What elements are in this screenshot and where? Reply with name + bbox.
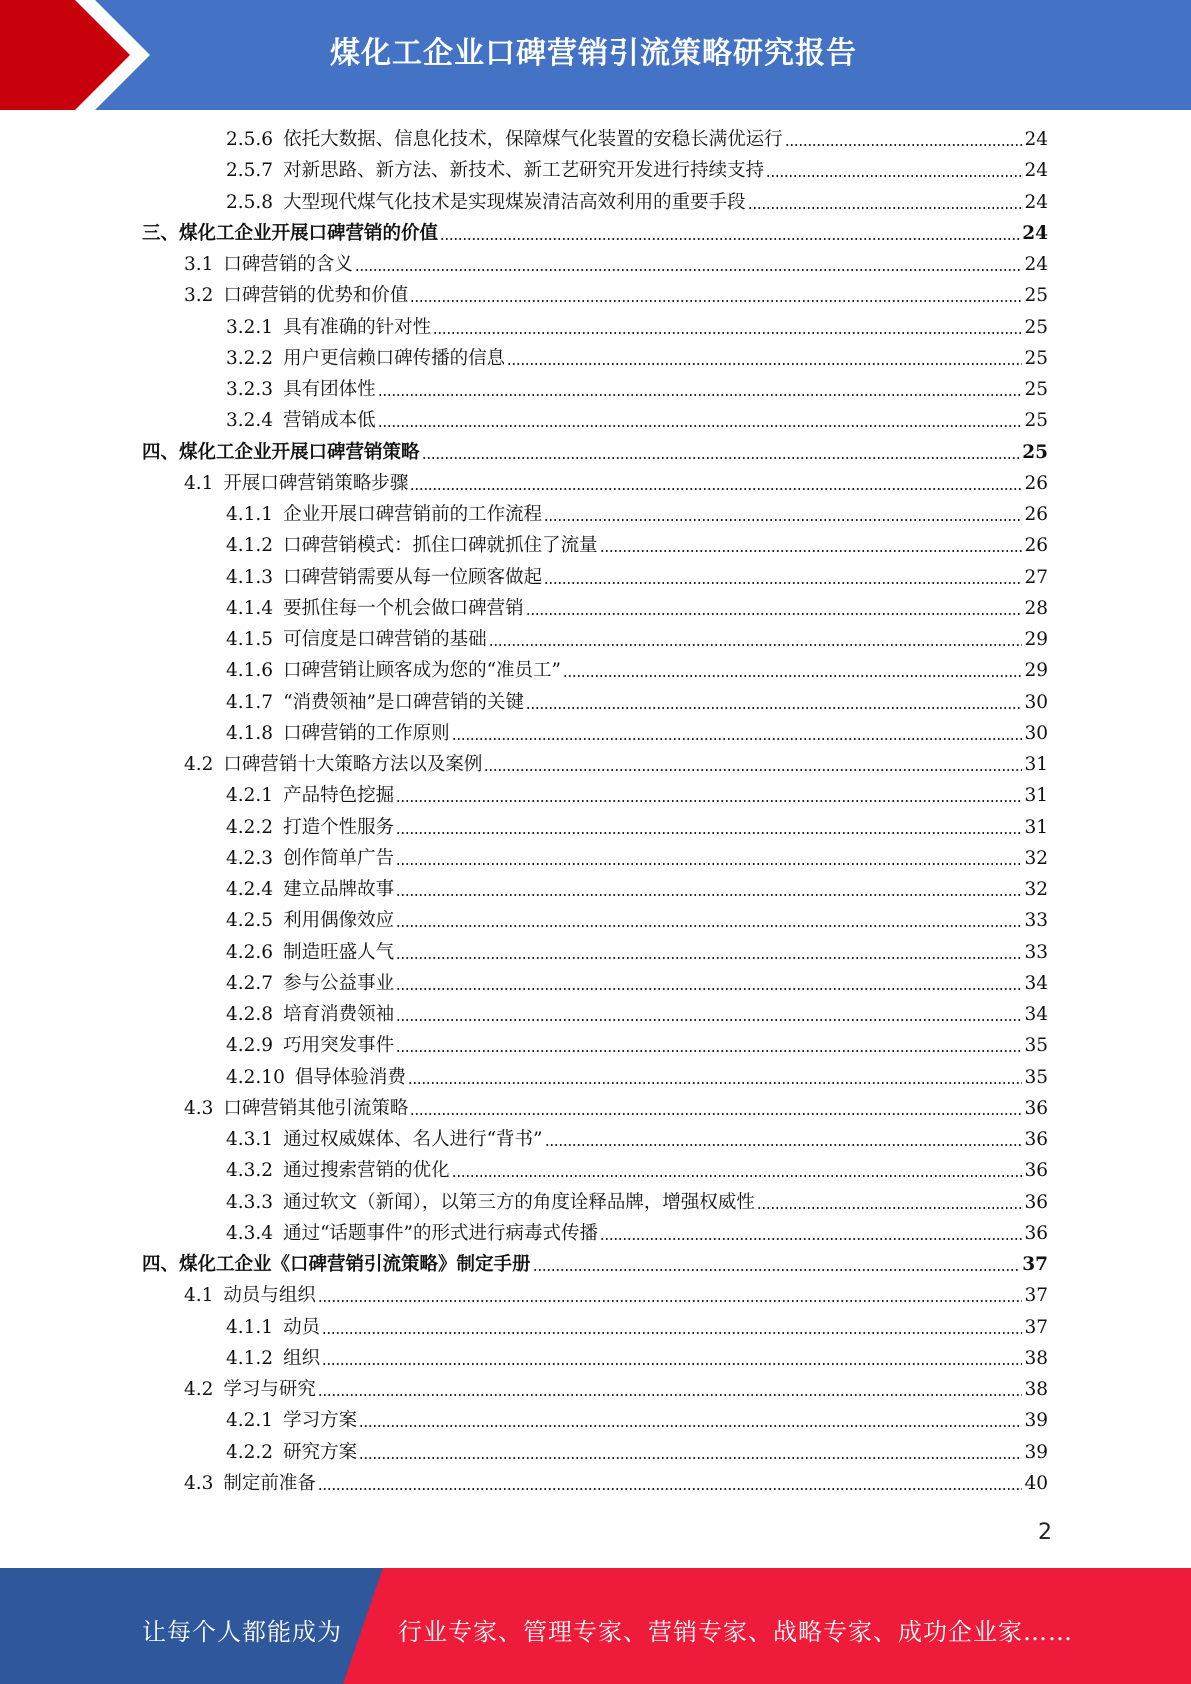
toc-entry[interactable] — [226, 346, 1048, 372]
toc-entry-page: 25 — [1022, 441, 1048, 463]
toc-dot-leader — [318, 1488, 1023, 1490]
toc-entry-title: 口碑营销的含义 — [223, 254, 353, 275]
toc-entry[interactable] — [184, 283, 1048, 309]
toc-entry-title: 产品特色挖掘 — [283, 785, 395, 807]
report-title: 煤化工企业口碑营销引流策略研究报告 — [330, 36, 857, 71]
toc-entry-title: 口碑营销其他引流策略 — [223, 1097, 409, 1119]
toc-dot-leader — [396, 957, 1022, 959]
toc-entry-page: 24 — [1024, 160, 1048, 182]
toc-entry[interactable] — [184, 752, 1048, 778]
toc-entry-page: 24 — [1024, 191, 1048, 213]
toc-entry[interactable] — [226, 315, 1048, 341]
toc-entry-page: 33 — [1024, 910, 1048, 932]
toc-dot-leader — [484, 769, 1022, 771]
toc-entry-page: 25 — [1024, 347, 1048, 369]
toc-entry-title: 口碑营销让顾客成为您的“准员工” — [283, 660, 561, 682]
toc-entry-number: 2.5.8 — [226, 191, 274, 213]
toc-dot-leader — [533, 1269, 1021, 1271]
toc-entry-title: 要抓住每一个机会做口碑营销 — [283, 597, 524, 619]
toc-entry[interactable] — [226, 1158, 1048, 1184]
toc-dot-leader — [396, 832, 1022, 834]
toc-entry-page: 34 — [1024, 1004, 1048, 1025]
toc-entry[interactable] — [226, 721, 1048, 747]
toc-entry-title: 具有准确的针对性 — [283, 316, 432, 338]
toc-dot-leader — [322, 1332, 1022, 1334]
toc-entry[interactable] — [226, 1033, 1048, 1059]
toc-entry[interactable] — [184, 1471, 1048, 1497]
toc-entry-title: “消费领袖”是口碑营销的关键 — [283, 691, 524, 713]
toc-entry-page: 31 — [1024, 785, 1048, 807]
toc-entry-page: 37 — [1024, 1285, 1048, 1307]
toc-entry-page: 36 — [1024, 1129, 1048, 1150]
toc-entry-page: 25 — [1024, 410, 1048, 432]
toc-dot-leader — [452, 738, 1023, 740]
toc-entry-title: 企业开展口碑营销前的工作流程 — [283, 504, 543, 525]
toc-entry[interactable] — [226, 908, 1048, 934]
toc-dot-leader — [563, 675, 1022, 677]
toc-dot-leader — [757, 1207, 1023, 1209]
toc-entry[interactable] — [226, 1065, 1048, 1091]
toc-dot-leader — [318, 1300, 1023, 1302]
toc-dot-leader — [600, 550, 1023, 552]
toc-entry-number: 4.2.10 — [226, 1066, 285, 1088]
toc-entry-title: 动员与组织 — [223, 1285, 316, 1307]
toc-entry-page: 36 — [1024, 1222, 1048, 1244]
toc-entry-number: 4.1.1 — [226, 504, 274, 525]
toc-dot-leader — [545, 1144, 1023, 1146]
toc-entry[interactable] — [226, 127, 1048, 153]
footer-slogan-right: 行业专家、管理专家、营销专家、战略专家、成功企业家…… — [398, 1618, 1073, 1646]
toc-entry-page: 37 — [1024, 1316, 1048, 1338]
toc-entry[interactable] — [226, 1346, 1048, 1372]
toc-entry-number: 4.1.2 — [226, 535, 274, 557]
toc-dot-leader — [748, 207, 1023, 209]
toc-dot-leader — [410, 488, 1022, 490]
toc-dot-leader — [452, 1175, 1023, 1177]
toc-entry-page: 33 — [1024, 941, 1048, 963]
toc-dot-leader — [396, 988, 1022, 990]
toc-entry-title: 口碑营销的优势和价值 — [223, 285, 409, 307]
toc-entry[interactable] — [226, 971, 1048, 997]
toc-entry[interactable] — [226, 690, 1048, 716]
toc-entry-number: 4.1.3 — [226, 566, 274, 588]
toc-entry-page: 26 — [1024, 472, 1048, 494]
toc-entry-title: 通过搜索营销的优化 — [283, 1160, 450, 1182]
toc-entry-title: 四、煤化工企业《口碑营销引流策略》制定手册 — [142, 1254, 531, 1275]
toc-dot-leader — [410, 1113, 1022, 1115]
toc-entry-page: 36 — [1024, 1160, 1048, 1182]
toc-entry-number: 4.3.4 — [226, 1222, 274, 1244]
toc-dot-leader — [396, 1050, 1022, 1052]
toc-entry-page: 24 — [1022, 222, 1048, 244]
page-header — [0, 0, 1191, 110]
toc-dot-leader — [422, 457, 1021, 459]
toc-entry-number: 3.1 — [184, 254, 214, 275]
toc-entry-title: 利用偶像效应 — [283, 910, 395, 932]
toc-entry-title: 口碑营销十大策略方法以及案例 — [223, 754, 483, 775]
toc-entry-number: 4.1.2 — [226, 1347, 274, 1369]
toc-entry-number: 4.1.4 — [226, 597, 274, 619]
toc-entry[interactable] — [184, 252, 1048, 278]
toc-entry-title: 可信度是口碑营销的基础 — [283, 629, 487, 650]
toc-entry[interactable] — [226, 846, 1048, 872]
toc-entry-number: 4.2.1 — [226, 1410, 274, 1432]
toc-entry[interactable] — [226, 190, 1048, 216]
toc-entry-number: 4.1.8 — [226, 722, 274, 744]
footer-slogan-left: 让每个人都能成为 — [142, 1618, 342, 1646]
toc-entry[interactable] — [226, 1408, 1048, 1434]
toc-entry-page: 31 — [1024, 816, 1048, 838]
toc-entry-number: 4.2.5 — [226, 910, 274, 932]
toc-entry-number: 4.1.5 — [226, 629, 274, 650]
toc-dot-leader — [489, 644, 1023, 646]
toc-entry-number: 4.1.7 — [226, 691, 274, 713]
toc-entry[interactable] — [142, 1252, 1048, 1278]
toc-dot-leader — [408, 1082, 1023, 1084]
toc-entry[interactable] — [226, 1221, 1048, 1247]
toc-dot-leader — [526, 707, 1022, 709]
toc-entry[interactable] — [184, 471, 1048, 497]
toc-entry-page: 26 — [1024, 504, 1048, 525]
toc-entry[interactable] — [226, 533, 1048, 559]
toc-dot-leader — [440, 238, 1020, 240]
toc-entry-page: 32 — [1024, 879, 1048, 900]
toc-entry-title: 建立品牌故事 — [283, 879, 395, 900]
toc-entry-title: 开展口碑营销策略步骤 — [223, 472, 409, 494]
toc-entry-number: 4.2.2 — [226, 1441, 274, 1463]
toc-dot-leader — [355, 269, 1023, 271]
toc-entry[interactable] — [226, 877, 1048, 903]
toc-dot-leader — [396, 1019, 1022, 1021]
toc-entry-title: 通过软文（新闻），以第三方的角度诠释品牌，增强权威性 — [283, 1191, 755, 1213]
toc-entry-title: 具有团体性 — [283, 379, 376, 400]
toc-entry-number: 3.2.1 — [226, 316, 274, 338]
toc-entry-title: 口碑营销需要从每一位顾客做起 — [283, 566, 543, 588]
toc-dot-leader — [396, 863, 1022, 865]
toc-entry-page: 38 — [1024, 1379, 1048, 1400]
toc-entry-page: 39 — [1024, 1410, 1048, 1432]
toc-entry-title: 制造旺盛人气 — [283, 941, 395, 963]
toc-entry-page: 24 — [1024, 129, 1048, 150]
toc-entry-page: 35 — [1024, 1035, 1048, 1057]
toc-entry-page: 26 — [1024, 535, 1048, 557]
toc-entry[interactable] — [226, 158, 1048, 184]
toc-entry-page: 40 — [1024, 1472, 1048, 1494]
toc-entry[interactable] — [226, 377, 1048, 403]
toc-entry-number: 4.1 — [184, 472, 214, 494]
toc-dot-leader — [766, 175, 1022, 177]
page-number: 2 — [1038, 1520, 1052, 1545]
toc-dot-leader — [433, 332, 1022, 334]
toc-entry-title: 学习与研究 — [223, 1379, 316, 1400]
toc-entry-number: 4.3 — [184, 1097, 214, 1119]
toc-entry-title: 研究方案 — [283, 1441, 358, 1463]
toc-entry-title: 制定前准备 — [223, 1472, 316, 1494]
toc-dot-leader — [378, 425, 1023, 427]
toc-dot-leader — [544, 582, 1022, 584]
toc-dot-leader — [318, 1394, 1023, 1396]
toc-entry-page: 31 — [1024, 754, 1048, 775]
toc-entry[interactable] — [226, 1315, 1048, 1341]
toc-entry-page: 36 — [1024, 1097, 1048, 1119]
toc-entry-title: 依托大数据、信息化技术，保障煤气化装置的安稳长满优运行 — [283, 129, 783, 150]
toc-entry-number: 4.2 — [184, 1379, 214, 1400]
toc-entry[interactable] — [226, 1002, 1048, 1028]
toc-entry-title: 参与公益事业 — [283, 972, 395, 994]
toc-entry[interactable] — [226, 627, 1048, 653]
toc-entry-title: 用户更信赖口碑传播的信息 — [283, 347, 506, 369]
toc-entry-page: 37 — [1022, 1254, 1048, 1275]
toc-entry-number: 3.2.4 — [226, 410, 274, 432]
toc-dot-leader — [396, 925, 1022, 927]
toc-dot-leader — [359, 1425, 1022, 1427]
toc-entry[interactable] — [226, 1440, 1048, 1466]
toc-entry-title: 通过“话题事件”的形式进行病毒式传播 — [283, 1222, 598, 1244]
toc-entry-number: 3.2.2 — [226, 347, 274, 369]
toc-entry[interactable] — [226, 1190, 1048, 1216]
toc-entry-page: 34 — [1024, 972, 1048, 994]
toc-entry[interactable] — [226, 502, 1048, 528]
toc-dot-leader — [526, 613, 1023, 615]
toc-entry-title: 动员 — [283, 1316, 321, 1338]
toc-entry-number: 4.3.3 — [226, 1191, 274, 1213]
toc-entry[interactable] — [142, 440, 1048, 466]
toc-entry[interactable] — [226, 658, 1048, 684]
toc-entry-number: 4.1.6 — [226, 660, 274, 682]
page-footer — [0, 1568, 1191, 1684]
toc-entry[interactable] — [226, 596, 1048, 622]
toc-dot-leader — [396, 894, 1022, 896]
toc-entry-title: 大型现代煤气化技术是实现煤炭清洁高效利用的重要手段 — [283, 191, 746, 213]
toc-entry-page: 25 — [1024, 316, 1048, 338]
toc-entry-page: 25 — [1024, 285, 1048, 307]
toc-entry-page: 38 — [1024, 1347, 1048, 1369]
toc-entry[interactable] — [226, 783, 1048, 809]
toc-entry-number: 4.3.1 — [226, 1129, 274, 1150]
toc-entry[interactable] — [226, 940, 1048, 966]
toc-dot-leader — [396, 800, 1022, 802]
toc-dot-leader — [322, 1363, 1022, 1365]
toc-dot-leader — [544, 519, 1022, 521]
toc-entry-number: 4.2.4 — [226, 879, 274, 900]
toc-dot-leader — [507, 363, 1022, 365]
toc-entry-page: 29 — [1024, 660, 1048, 682]
toc-entry[interactable] — [226, 815, 1048, 841]
toc-entry-number: 4.2.3 — [226, 847, 274, 869]
toc-entry-number: 4.2.6 — [226, 941, 274, 963]
toc-entry[interactable] — [184, 1377, 1048, 1403]
toc-entry[interactable] — [142, 221, 1048, 247]
toc-entry-page: 32 — [1024, 847, 1048, 869]
toc-entry[interactable] — [184, 1283, 1048, 1309]
toc-entry-title: 学习方案 — [283, 1410, 358, 1432]
toc-entry[interactable] — [226, 408, 1048, 434]
toc-dot-leader — [378, 394, 1023, 396]
toc-entry-page: 39 — [1024, 1441, 1048, 1463]
toc-entry-title: 倡导体验消费 — [294, 1066, 406, 1088]
toc-dot-leader — [600, 1238, 1022, 1240]
toc-entry[interactable] — [226, 1127, 1048, 1153]
toc-entry-title: 创作简单广告 — [283, 847, 395, 869]
toc-entry-title: 打造个性服务 — [283, 816, 395, 838]
toc-entry-title: 口碑营销模式：抓住口碑就抓住了流量 — [283, 535, 598, 557]
toc-entry-number: 3.2 — [184, 285, 214, 307]
toc-entry-title: 巧用突发事件 — [283, 1035, 395, 1057]
toc-entry-number: 4.3 — [184, 1472, 214, 1494]
toc-entry-title: 口碑营销的工作原则 — [283, 722, 450, 744]
toc-entry-title: 组织 — [283, 1347, 321, 1369]
toc-entry-number: 4.2.7 — [226, 972, 274, 994]
toc-entry-number: 4.2 — [184, 754, 214, 775]
toc-entry-title: 对新思路、新方法、新技术、新工艺研究开发进行持续支持 — [283, 160, 765, 182]
toc-entry[interactable] — [226, 565, 1048, 591]
toc-entry-page: 25 — [1024, 379, 1048, 400]
toc-dot-leader — [410, 300, 1022, 302]
toc-entry-page: 28 — [1024, 597, 1048, 619]
toc-entry-number: 4.1 — [184, 1285, 214, 1307]
toc-entry-number: 2.5.7 — [226, 160, 274, 182]
toc-entry-page: 36 — [1024, 1191, 1048, 1213]
toc-entry-number: 4.2.8 — [226, 1004, 274, 1025]
toc-entry-number: 2.5.6 — [226, 129, 274, 150]
toc-entry-page: 30 — [1024, 691, 1048, 713]
toc-entry-number: 4.1.1 — [226, 1316, 274, 1338]
toc-entry-number: 4.3.2 — [226, 1160, 274, 1182]
toc-entry-number: 4.2.1 — [226, 785, 274, 807]
toc-entry-number: 4.2.2 — [226, 816, 274, 838]
toc-entry-title: 四、煤化工企业开展口碑营销策略 — [142, 441, 420, 463]
toc-entry-page: 29 — [1024, 629, 1048, 650]
toc-entry-page: 30 — [1024, 722, 1048, 744]
chevron-arrow-icon — [0, 0, 160, 110]
toc-entry-page: 35 — [1024, 1066, 1048, 1088]
toc-entry-title: 通过权威媒体、名人进行“背书” — [283, 1129, 543, 1150]
toc-entry-title: 营销成本低 — [283, 410, 376, 432]
toc-entry-page: 27 — [1024, 566, 1048, 588]
toc-entry-title: 三、煤化工企业开展口碑营销的价值 — [142, 222, 439, 244]
toc-entry-number: 4.2.9 — [226, 1035, 274, 1057]
toc-entry-number: 3.2.3 — [226, 379, 274, 400]
toc-entry-title: 培育消费领袖 — [283, 1004, 395, 1025]
toc-entry-page: 24 — [1024, 254, 1048, 275]
toc-dot-leader — [359, 1457, 1022, 1459]
toc-dot-leader — [785, 144, 1023, 146]
toc-entry[interactable] — [184, 1096, 1048, 1122]
